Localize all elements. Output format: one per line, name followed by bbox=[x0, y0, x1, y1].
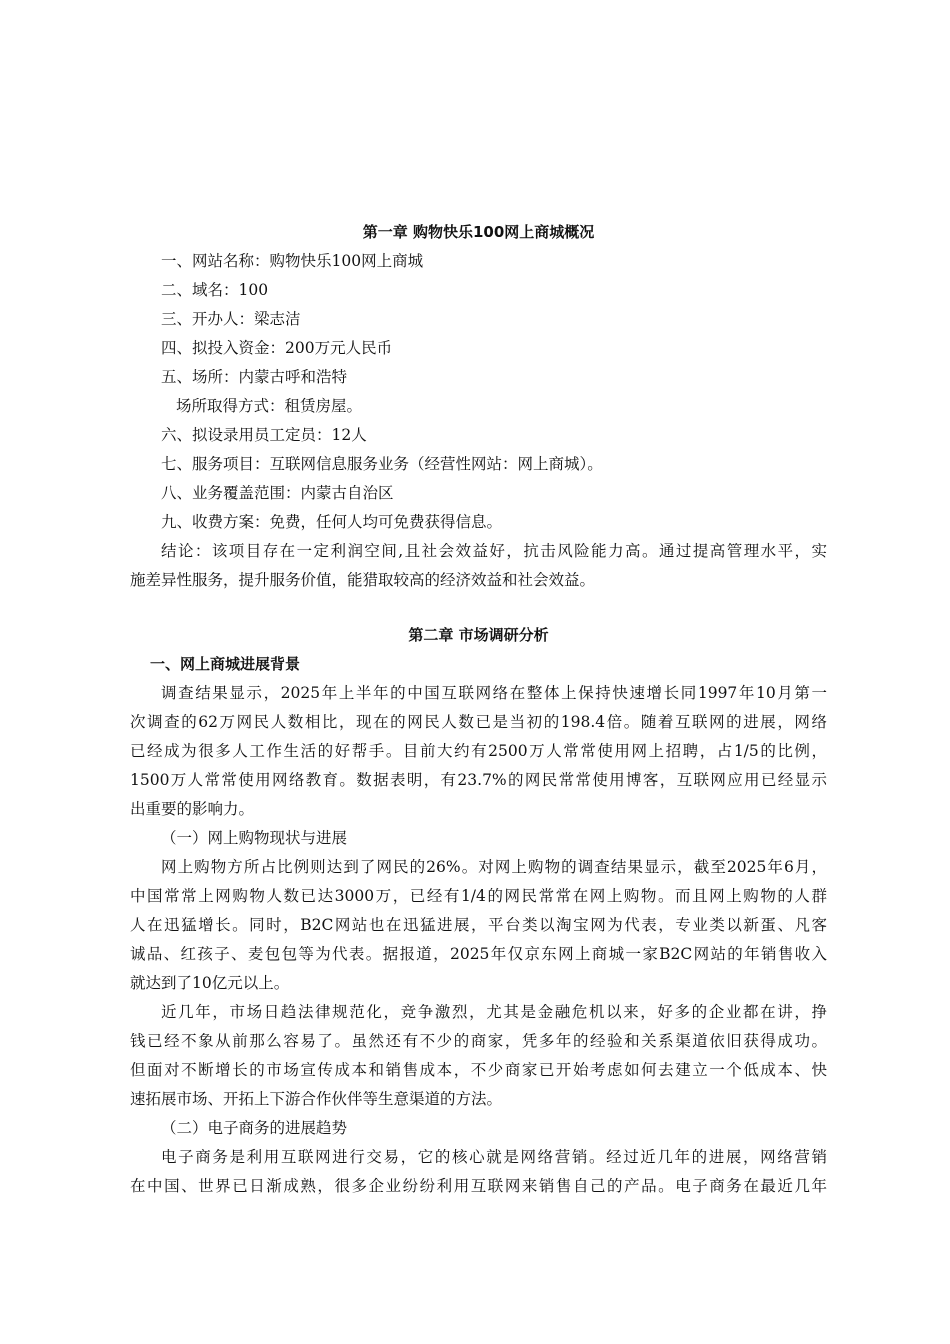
paragraph-line: 结论：该项目存在一定利润空间,且社会效益好，抗击风险能力高。通过提高管理水平，实 bbox=[161, 542, 827, 560]
info-item-domain: 二、域名：100 bbox=[161, 281, 269, 299]
paragraph-line: 钱已经不象从前那么容易了。虽然还有不少的商家，凭多年的经验和关系渠道依旧获得成功。 bbox=[130, 1032, 827, 1050]
info-item-location-method: 场所取得方式：租赁房屋。 bbox=[176, 397, 363, 415]
info-item-services: 七、服务项目：互联网信息服务业务（经营性网站：网上商城）。 bbox=[161, 455, 603, 473]
background-paragraph bbox=[130, 679, 827, 824]
paragraph-line: 1500万人常常使用网络教育。数据表明，有23.7%的网民常常使用博客，互联网应用已经显示 bbox=[130, 771, 827, 789]
paragraph-line: 出重要的影响力。 bbox=[130, 800, 255, 818]
section-heading: 一、网上商城进展背景 bbox=[150, 655, 301, 673]
info-item-coverage: 八、业务覆盖范围：内蒙古自治区 bbox=[161, 484, 394, 502]
paragraph-line: 在中国、世界已日渐成熟，很多企业纷纷利用互联网来销售自己的产品。电子商务在最近几年 bbox=[130, 1177, 827, 1195]
paragraph-line: 就达到了10亿元以上。 bbox=[130, 974, 290, 992]
paragraph-line: 网上购物方所占比例则达到了网民的26%。对网上购物的调查结果显示，截至2025年6月， bbox=[161, 858, 827, 876]
document-body bbox=[130, 218, 827, 1201]
paragraph-line: 但面对不断增长的市场宣传成本和销售成本，不少商家已开始考虑如何去建立一个低成本、快 bbox=[130, 1061, 827, 1079]
online-shopping-paragraph bbox=[130, 853, 827, 998]
subsection-heading: （二）电子商务的进展趋势 bbox=[161, 1119, 348, 1137]
ecommerce-paragraph bbox=[130, 1143, 827, 1201]
spacer bbox=[130, 595, 827, 621]
subsection-heading: （一）网上购物现状与进展 bbox=[161, 829, 348, 847]
conclusion-paragraph bbox=[130, 537, 827, 595]
paragraph-line: 已经成为很多人工作生活的好帮手。目前大约有2500万人常常使用网上招聘，占1/5的比例， bbox=[130, 742, 827, 760]
paragraph-line: 人在迅猛增长。同时，B2C网站也在迅猛进展，平台类以淘宝网为代表，专业类以新蛋、凡客 bbox=[130, 916, 827, 934]
paragraph-line: 速拓展市场、开拓上下游合作伙伴等生意渠道的方法。 bbox=[130, 1090, 503, 1108]
paragraph-line: 电子商务是利用互联网进行交易，它的核心就是网络营销。经过近几年的进展，网络营销 bbox=[161, 1148, 827, 1166]
info-item-founder: 三、开办人：梁志洁 bbox=[161, 310, 301, 328]
paragraph-line: 中国常常上网购物人数已达3000万，已经有1/4的网民常常在网上购物。而且网上购物的人群 bbox=[130, 887, 827, 905]
paragraph-line: 近几年，市场日趋法律规范化，竞争激烈，尤其是金融危机以来，好多的企业都在讲，挣 bbox=[161, 1003, 827, 1021]
paragraph-line: 施差异性服务，提升服务价值，能猎取较高的经济效益和社会效益。 bbox=[130, 571, 596, 589]
paragraph-line: 诚品、红孩子、麦包包等为代表。据报道，2025年仅京东网上商城一家B2C网站的年销售收入 bbox=[130, 945, 827, 963]
info-item-fees: 九、收费方案：免费，任何人均可免费获得信息。 bbox=[161, 513, 503, 531]
market-paragraph bbox=[130, 998, 827, 1114]
info-item-location: 五、场所：内蒙古呼和浩特 bbox=[161, 368, 348, 386]
chapter-2-title: 第二章 市场调研分析 bbox=[408, 626, 549, 644]
paragraph-line: 调查结果显示，2025年上半年的中国互联网络在整体上保持快速增长同1997年10月第一 bbox=[161, 684, 827, 702]
chapter-1-title: 第一章 购物快乐100网上商城概况 bbox=[362, 223, 595, 241]
info-item-staff: 六、拟设录用员工定员：12人 bbox=[161, 426, 367, 444]
info-item-site-name: 一、网站名称：购物快乐100网上商城 bbox=[161, 252, 424, 270]
paragraph-line: 次调查的62万网民人数相比，现在的网民人数已是当初的198.4倍。随着互联网的进展，网络 bbox=[130, 713, 827, 731]
info-item-investment: 四、拟投入资金：200万元人民币 bbox=[161, 339, 393, 357]
